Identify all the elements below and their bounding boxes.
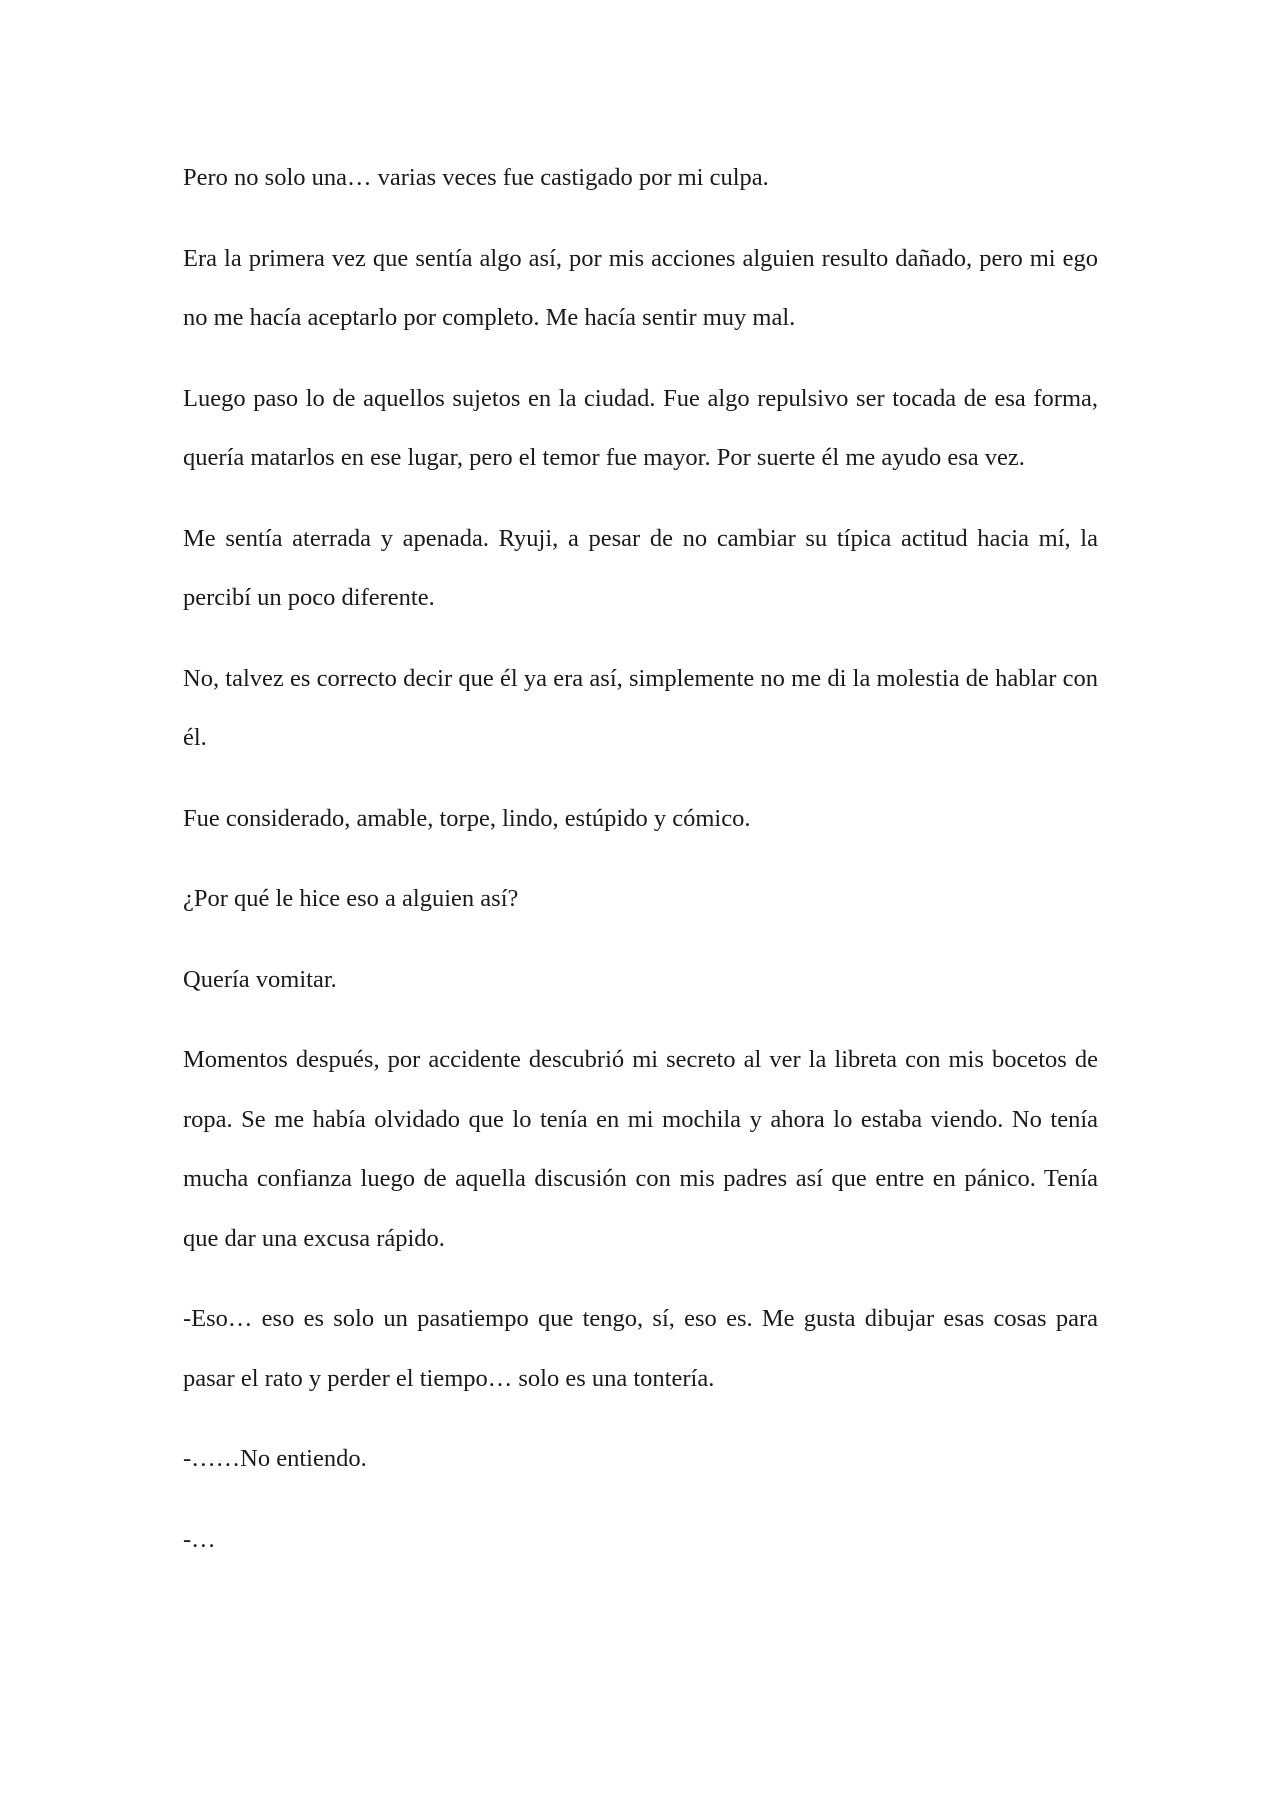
paragraph: Fue considerado, amable, torpe, lindo, estúpido y cómico. xyxy=(183,804,751,832)
paragraph: ¿Por qué le hice eso a alguien así? xyxy=(183,885,519,912)
paragraph: Pero no solo una… varias veces fue castigado por mi culpa. xyxy=(183,164,769,191)
paragraph: Me sentía aterrada y apenada. Ryuji, a pesar de no cambiar su típica actitud hacia mí, la percibí un poco diferente. xyxy=(183,524,1098,611)
paragraph: -… xyxy=(183,1525,216,1553)
paragraph: No, talvez es correcto decir que él ya era así, simplemente no me di la molestia de hablar con él. xyxy=(183,664,1098,751)
paragraph: Luego paso lo de aquellos sujetos en la ciudad. Fue algo repulsivo ser tocada de esa forma, quería matarlos en ese lugar, pero el temor fue mayor. Por suerte él me ayudo esa vez. xyxy=(183,384,1098,471)
paragraph: -……No entiendo. xyxy=(183,1445,367,1472)
paragraph: Quería vomitar. xyxy=(183,965,337,993)
paragraph: Momentos después, por accidente descubrió mi secreto al ver la libreta con mis bocetos de ropa. Se me había olvidado que lo tenía en mi mochila y ahora lo estaba viendo. No tenía mucha confianza luego de aquella discusión con mis padres así que entre en pánico. Tenía que dar una excusa rápido. xyxy=(183,1046,1098,1252)
document-body xyxy=(183,148,1098,1590)
paragraph: -Eso… eso es solo un pasatiempo que tengo, sí, eso es. Me gusta dibujar esas cosas para pasar el rato y perder el tiempo… solo es una tontería. xyxy=(183,1305,1098,1392)
paragraph: Era la primera vez que sentía algo así, por mis acciones alguien resulto dañado, pero mi ego no me hacía aceptarlo por completo. Me hacía sentir muy mal. xyxy=(183,244,1098,331)
